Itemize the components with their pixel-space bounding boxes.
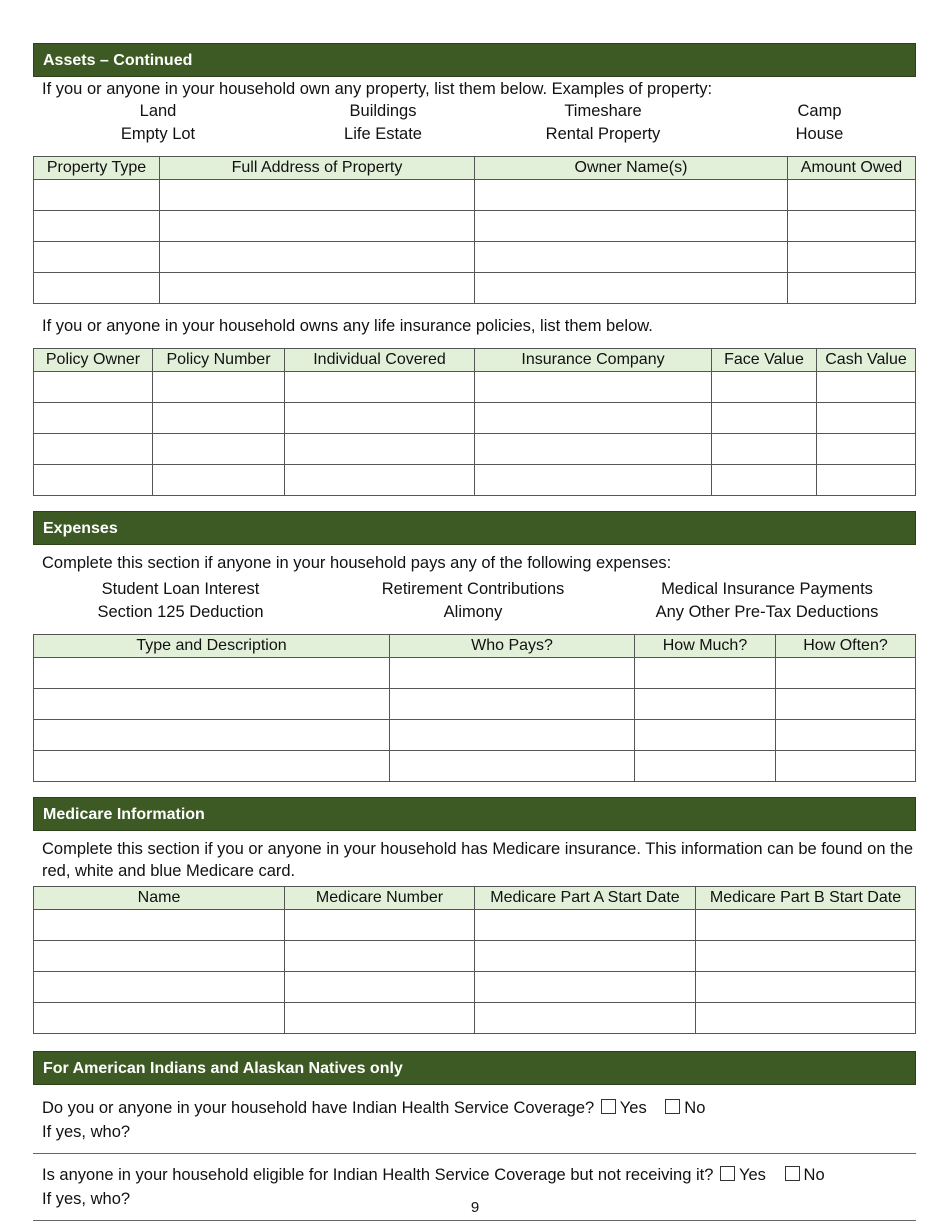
table-row <box>34 242 916 273</box>
input-cell[interactable] <box>475 372 712 403</box>
no-checkbox[interactable] <box>785 1166 800 1181</box>
expense-example: Retirement Contributions <box>381 580 565 598</box>
input-cell[interactable] <box>285 434 475 465</box>
table-row <box>34 273 916 304</box>
input-cell[interactable] <box>285 1003 475 1034</box>
yes-label: Yes <box>739 1166 766 1184</box>
insurance-table <box>33 348 916 496</box>
input-cell[interactable] <box>34 211 160 242</box>
property-table <box>33 156 916 304</box>
input-cell[interactable] <box>817 403 916 434</box>
column-header: Property Type <box>34 157 160 180</box>
no-checkbox[interactable] <box>665 1099 680 1114</box>
column-header: Medicare Part A Start Date <box>475 887 696 910</box>
input-cell[interactable] <box>34 658 390 689</box>
property-example: Timeshare <box>564 102 642 120</box>
input-cell[interactable] <box>817 465 916 496</box>
table-row <box>34 689 916 720</box>
medicare-table <box>33 886 916 1034</box>
input-cell[interactable] <box>390 720 635 751</box>
input-cell[interactable] <box>390 751 635 782</box>
input-cell[interactable] <box>34 372 153 403</box>
column-header: Individual Covered <box>285 349 475 372</box>
property-intro: If you or anyone in your household own any property, list them below. Examples of property: <box>42 80 713 98</box>
followup-who: If yes, who? <box>42 1123 131 1141</box>
input-cell[interactable] <box>153 403 285 434</box>
expense-example: Medical Insurance Payments <box>661 580 873 598</box>
divider <box>33 1153 916 1154</box>
input-cell[interactable] <box>475 273 788 304</box>
table-row <box>34 941 916 972</box>
page-number: 9 <box>470 1199 480 1216</box>
table-row <box>34 972 916 1003</box>
property-example: Rental Property <box>545 125 661 143</box>
input-cell[interactable] <box>776 720 916 751</box>
expenses-intro: Complete this section if anyone in your household pays any of the following expenses: <box>42 554 672 572</box>
table-row <box>34 751 916 782</box>
table-row <box>34 211 916 242</box>
property-examples <box>33 100 916 146</box>
column-header: Full Address of Property <box>160 157 475 180</box>
input-cell[interactable] <box>475 910 696 941</box>
input-cell[interactable] <box>34 941 285 972</box>
table-header-row <box>34 157 916 180</box>
column-header: Policy Number <box>153 349 285 372</box>
input-cell[interactable] <box>153 434 285 465</box>
question-text: Is anyone in your household eligible for Indian Health Service Coverage but not receiving it? <box>42 1166 714 1184</box>
section-header-indian: For American Indians and Alaskan Natives only <box>33 1051 916 1085</box>
input-cell[interactable] <box>153 372 285 403</box>
input-cell[interactable] <box>160 211 475 242</box>
column-header: Policy Owner <box>34 349 153 372</box>
input-cell[interactable] <box>475 1003 696 1034</box>
input-cell[interactable] <box>712 434 817 465</box>
input-cell[interactable] <box>776 689 916 720</box>
section-header-assets: Assets – Continued <box>33 43 916 77</box>
table-header-row <box>34 349 916 372</box>
medicare-intro: Complete this section if you or anyone in your household has Medicare insurance. This information can be found on the red, white and blue Medicare card. <box>42 840 914 880</box>
input-cell[interactable] <box>696 941 916 972</box>
input-cell[interactable] <box>34 751 390 782</box>
input-cell[interactable] <box>285 465 475 496</box>
input-cell[interactable] <box>285 372 475 403</box>
input-cell[interactable] <box>160 242 475 273</box>
table-header-row <box>34 887 916 910</box>
input-cell[interactable] <box>776 751 916 782</box>
input-cell[interactable] <box>34 720 390 751</box>
table-row <box>34 434 916 465</box>
input-cell[interactable] <box>390 689 635 720</box>
section-header-medicare: Medicare Information <box>33 797 916 831</box>
column-header: Insurance Company <box>475 349 712 372</box>
input-cell[interactable] <box>285 403 475 434</box>
column-header: How Much? <box>635 635 776 658</box>
table-row <box>34 910 916 941</box>
input-cell[interactable] <box>34 910 285 941</box>
input-cell[interactable] <box>153 465 285 496</box>
column-header: Name <box>34 887 285 910</box>
input-cell[interactable] <box>635 751 776 782</box>
expenses-table <box>33 634 916 782</box>
table-row <box>34 720 916 751</box>
column-header: Cash Value <box>817 349 916 372</box>
input-cell[interactable] <box>34 972 285 1003</box>
question-ihs-eligible <box>33 1163 916 1187</box>
input-cell[interactable] <box>696 910 916 941</box>
input-cell[interactable] <box>712 403 817 434</box>
expense-example: Alimony <box>443 603 503 621</box>
input-cell[interactable] <box>475 242 788 273</box>
property-example: Camp <box>797 102 842 120</box>
property-example: House <box>795 125 844 143</box>
expense-examples <box>33 578 916 624</box>
column-header: Amount Owed <box>788 157 916 180</box>
input-cell[interactable] <box>34 273 160 304</box>
column-header: Face Value <box>712 349 817 372</box>
input-cell[interactable] <box>160 180 475 211</box>
input-cell[interactable] <box>34 180 160 211</box>
property-example: Buildings <box>349 102 417 120</box>
input-cell[interactable] <box>160 273 475 304</box>
input-cell[interactable] <box>817 434 916 465</box>
column-header: Type and Description <box>34 635 390 658</box>
input-cell[interactable] <box>475 180 788 211</box>
input-cell[interactable] <box>712 465 817 496</box>
yes-label: Yes <box>619 1099 647 1117</box>
input-cell[interactable] <box>635 689 776 720</box>
column-header: Who Pays? <box>390 635 635 658</box>
property-example: Land <box>139 102 177 120</box>
input-cell[interactable] <box>34 689 390 720</box>
table-row <box>34 180 916 211</box>
input-cell[interactable] <box>34 403 153 434</box>
input-cell[interactable] <box>34 1003 285 1034</box>
column-header: Medicare Number <box>285 887 475 910</box>
input-cell[interactable] <box>788 273 916 304</box>
input-cell[interactable] <box>475 434 712 465</box>
expense-example: Student Loan Interest <box>101 580 260 598</box>
input-cell[interactable] <box>475 403 712 434</box>
yes-checkbox[interactable] <box>601 1099 616 1114</box>
input-cell[interactable] <box>34 434 153 465</box>
input-cell[interactable] <box>285 910 475 941</box>
no-label: No <box>803 1166 825 1184</box>
property-example: Life Estate <box>344 125 422 143</box>
input-cell[interactable] <box>475 465 712 496</box>
input-cell[interactable] <box>776 658 916 689</box>
no-label: No <box>684 1099 706 1117</box>
input-cell[interactable] <box>635 658 776 689</box>
table-header-row <box>34 635 916 658</box>
table-row <box>34 403 916 434</box>
input-cell[interactable] <box>34 242 160 273</box>
table-row <box>34 1003 916 1034</box>
input-cell[interactable] <box>788 211 916 242</box>
input-cell[interactable] <box>635 720 776 751</box>
input-cell[interactable] <box>390 658 635 689</box>
column-header: Owner Name(s) <box>475 157 788 180</box>
input-cell[interactable] <box>475 941 696 972</box>
input-cell[interactable] <box>788 242 916 273</box>
section-header-expenses: Expenses <box>33 511 916 545</box>
table-row <box>34 372 916 403</box>
question-ihs-coverage <box>33 1096 916 1120</box>
input-cell[interactable] <box>475 211 788 242</box>
input-cell[interactable] <box>788 180 916 211</box>
input-cell[interactable] <box>696 972 916 1003</box>
input-cell[interactable] <box>475 972 696 1003</box>
input-cell[interactable] <box>817 372 916 403</box>
expense-example: Section 125 Deduction <box>97 603 264 621</box>
followup-who: If yes, who? <box>42 1190 131 1208</box>
insurance-intro: If you or anyone in your household owns any life insurance policies, list them below. <box>42 317 653 335</box>
table-row <box>34 465 916 496</box>
column-header: Medicare Part B Start Date <box>696 887 916 910</box>
question-text: Do you or anyone in your household have Indian Health Service Coverage? <box>42 1099 595 1117</box>
table-row <box>34 658 916 689</box>
input-cell[interactable] <box>696 1003 916 1034</box>
form-page <box>33 43 916 1221</box>
input-cell[interactable] <box>34 465 153 496</box>
input-cell[interactable] <box>285 941 475 972</box>
property-example: Empty Lot <box>120 125 196 143</box>
divider <box>33 1220 916 1221</box>
input-cell[interactable] <box>712 372 817 403</box>
column-header: How Often? <box>776 635 916 658</box>
input-cell[interactable] <box>285 972 475 1003</box>
expense-example: Any Other Pre-Tax Deductions <box>655 603 879 621</box>
yes-checkbox[interactable] <box>720 1166 735 1181</box>
